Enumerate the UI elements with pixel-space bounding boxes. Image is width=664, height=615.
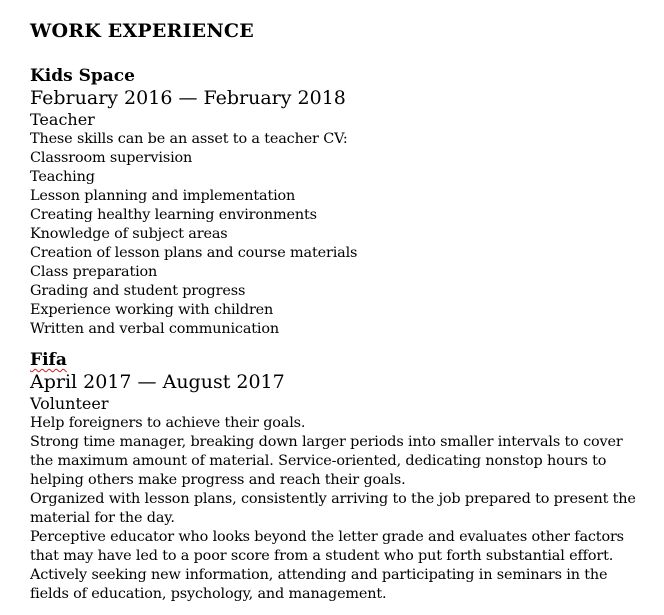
- description-line: helping others make progress and reach their goals.: [30, 472, 406, 488]
- job-role: Teacher: [30, 110, 95, 129]
- job-role: Volunteer: [30, 394, 109, 413]
- description-line: material for the day.: [30, 510, 175, 526]
- job-description: [30, 414, 636, 604]
- skill-item: Creation of lesson plans and course materials: [30, 245, 358, 261]
- employment-dates: February 2016 — February 2018: [30, 87, 346, 109]
- company-name: [30, 350, 636, 370]
- description-line: Help foreigners to achieve their goals.: [30, 415, 306, 431]
- spellcheck-flagged-word: Fifa: [30, 350, 67, 370]
- description-line: Actively seeking new information, attending and participating in seminars in the: [30, 567, 608, 583]
- description-line: Strong time manager, breaking down larger periods into smaller intervals to cover: [30, 434, 623, 450]
- skill-item: Teaching: [30, 169, 95, 185]
- job-entry-fifa: [30, 350, 636, 604]
- description-line: Perceptive educator who looks beyond the letter grade and evaluates other factors: [30, 529, 624, 545]
- job-entry-kids-space: [30, 66, 357, 339]
- skills-intro: These skills can be an asset to a teacher CV:: [30, 131, 348, 147]
- skill-item: Classroom supervision: [30, 150, 193, 166]
- skill-item: Creating healthy learning environments: [30, 207, 317, 223]
- employment-dates: April 2017 — August 2017: [30, 371, 285, 393]
- skills-list: [30, 130, 357, 339]
- skill-item: Knowledge of subject areas: [30, 226, 228, 242]
- skill-item: Grading and student progress: [30, 283, 246, 299]
- company-name: Kids Space: [30, 66, 135, 86]
- description-line: Organized with lesson plans, consistently arriving to the job prepared to present the: [30, 491, 636, 507]
- description-line: the maximum amount of material. Service-oriented, dedicating nonstop hours to: [30, 453, 607, 469]
- section-title: WORK EXPERIENCE: [30, 20, 254, 42]
- skill-item: Lesson planning and implementation: [30, 188, 296, 204]
- description-line: that may have led to a poor score from a student who put forth substantial effort.: [30, 548, 614, 564]
- skill-item: Class preparation: [30, 264, 158, 280]
- skill-item: Experience working with children: [30, 302, 274, 318]
- skill-item: Written and verbal communication: [30, 321, 279, 337]
- description-line: fields of education, psychology, and management.: [30, 586, 387, 602]
